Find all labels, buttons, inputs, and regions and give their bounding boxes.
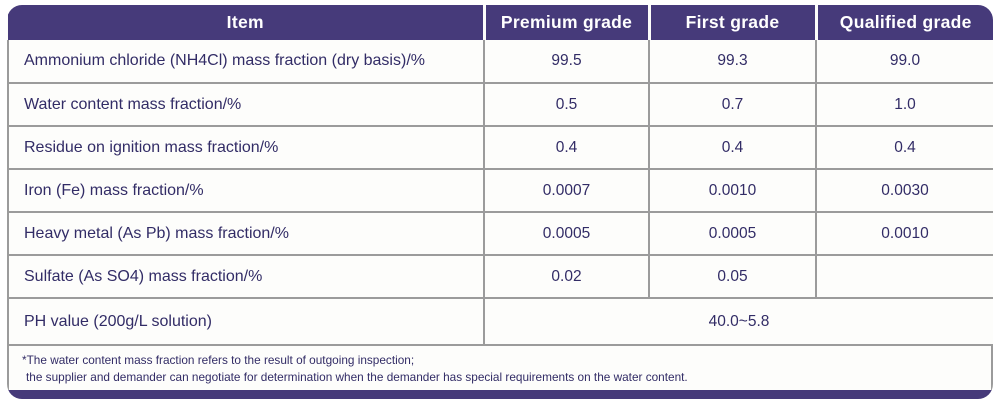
value-cell: 0.0010 bbox=[816, 212, 993, 255]
column-header-first-grade: First grade bbox=[649, 5, 816, 40]
footnote-line-1: *The water content mass fraction refers to the result of outgoing inspection; bbox=[22, 353, 415, 367]
ph-merged-value-cell: 40.0~5.8 bbox=[484, 298, 993, 345]
table-row bbox=[8, 126, 993, 169]
table-row bbox=[8, 255, 993, 298]
header-row bbox=[8, 5, 993, 40]
column-header-premium-grade: Premium grade bbox=[484, 5, 649, 40]
value-cell: 0.4 bbox=[649, 126, 816, 169]
spec-table bbox=[7, 5, 993, 346]
value-cell: 0.0010 bbox=[649, 169, 816, 212]
value-cell: 0.02 bbox=[484, 255, 649, 298]
value-cell: 0.0005 bbox=[484, 212, 649, 255]
item-cell: Iron (Fe) mass fraction/% bbox=[8, 169, 484, 212]
value-cell: 1.0 bbox=[816, 83, 993, 126]
value-cell: 0.0005 bbox=[649, 212, 816, 255]
item-cell: Sulfate (As SO4) mass fraction/% bbox=[8, 255, 484, 298]
item-cell: Water content mass fraction/% bbox=[8, 83, 484, 126]
value-cell bbox=[816, 255, 993, 298]
item-cell: PH value (200g/L solution) bbox=[8, 298, 484, 345]
item-cell: Ammonium chloride (NH4Cl) mass fraction (dry basis)/% bbox=[8, 40, 484, 83]
column-header-item: Item bbox=[8, 5, 484, 40]
table-row bbox=[8, 169, 993, 212]
value-cell: 0.4 bbox=[816, 126, 993, 169]
footnote bbox=[7, 346, 993, 390]
table-row-ph bbox=[8, 298, 993, 345]
bottom-accent-bar bbox=[7, 390, 993, 399]
column-header-qualified-grade: Qualified grade bbox=[816, 5, 993, 40]
value-cell: 0.7 bbox=[649, 83, 816, 126]
item-cell: Residue on ignition mass fraction/% bbox=[8, 126, 484, 169]
value-cell: 0.05 bbox=[649, 255, 816, 298]
value-cell: 99.5 bbox=[484, 40, 649, 83]
footnote-line-2: the supplier and demander can negotiate for determination when the demander has special requirements on the water content. bbox=[26, 369, 688, 384]
value-cell: 0.5 bbox=[484, 83, 649, 126]
item-cell: Heavy metal (As Pb) mass fraction/% bbox=[8, 212, 484, 255]
value-cell: 0.0030 bbox=[816, 169, 993, 212]
table-row bbox=[8, 83, 993, 126]
value-cell: 0.4 bbox=[484, 126, 649, 169]
value-cell: 0.0007 bbox=[484, 169, 649, 212]
table-row bbox=[8, 40, 993, 83]
table-row bbox=[8, 212, 993, 255]
value-cell: 99.0 bbox=[816, 40, 993, 83]
value-cell: 99.3 bbox=[649, 40, 816, 83]
spec-table-panel bbox=[7, 5, 993, 399]
